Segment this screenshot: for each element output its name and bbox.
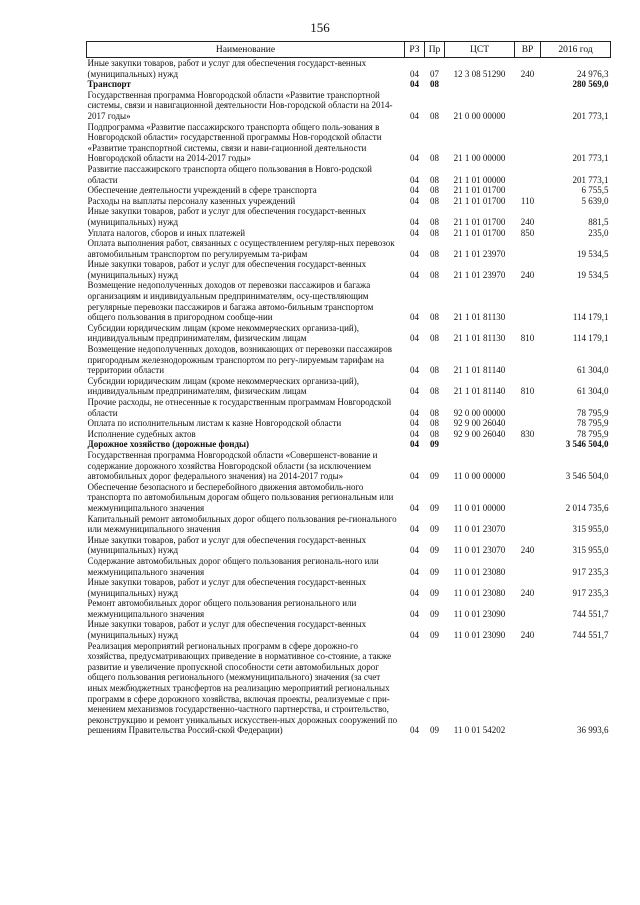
row-vr (515, 164, 541, 185)
row-rz: 04 (410, 216, 419, 227)
row-pr: 08 (430, 365, 439, 376)
row-name: Уплата налогов, сборов и иных платежей (87, 227, 246, 238)
row-rz: 04 (410, 566, 419, 577)
row-cst: 21 1 01 01700 (453, 195, 506, 206)
table-row (87, 482, 611, 514)
row-vr (515, 344, 541, 376)
row-name: Ремонт автомобильных дорог общего пользования регионального или межмуниципального значения (87, 598, 357, 619)
row-vr (515, 598, 541, 619)
row-pr: 09 (430, 471, 439, 482)
row-pr: 08 (430, 79, 439, 90)
budget-table (86, 41, 611, 736)
table-row (87, 641, 611, 736)
row-rz: 04 (410, 312, 419, 323)
row-vr (515, 90, 541, 122)
row-rz: 04 (410, 587, 419, 598)
table-row (87, 376, 611, 397)
row-vr (515, 556, 541, 577)
row-name: Расходы на выплаты персоналу казенных учреждений (87, 195, 296, 206)
row-cst: 21 1 01 81140 (453, 365, 506, 376)
row-vr: 830 (520, 428, 535, 439)
row-sum: 201 773,1 (572, 174, 609, 185)
row-sum: 917 235,3 (572, 566, 609, 577)
row-pr: 08 (430, 110, 439, 121)
row-pr: 09 (430, 587, 439, 598)
row-vr: 810 (520, 333, 535, 344)
row-pr: 09 (430, 502, 439, 513)
row-sum: 5 639,0 (581, 195, 609, 206)
row-name: Развитие пассажирского транспорта общего пользования в Новго-родской области (87, 163, 372, 185)
row-cst: 21 1 01 81130 (453, 333, 506, 344)
table-row (87, 259, 611, 280)
row-cst: 11 0 01 23090 (453, 608, 506, 619)
row-name: Прочие расходы, не отнесенные к государственным программам Новгородской области (87, 397, 392, 418)
row-rz: 04 (410, 79, 419, 90)
row-rz: 04 (410, 174, 419, 185)
row-cst: 11 0 01 00000 (453, 502, 506, 513)
row-name: Возмещение недополученных доходов, возникающих от перевозки пассажиров пригородным железнодорожным транспортом по регу-лируемым тарифам на территории области (87, 344, 392, 376)
row-rz: 04 (410, 68, 419, 79)
row-pr: 08 (430, 216, 439, 227)
table-row (87, 323, 611, 344)
row-name: Возмещение недополученных доходов от перевозки пассажиров и багажа организациям и индивидуальным предпринимателям, осу-ществляющим регулярные перевозки пассажиров и багажа автомо-бильным транспортом общего пользования в пригородном сообще-нии (87, 280, 374, 323)
table-row (87, 58, 611, 80)
row-pr: 09 (430, 439, 439, 450)
row-vr (515, 122, 541, 164)
row-name: Исполнение судебных актов (87, 428, 196, 439)
row-pr: 08 (430, 227, 439, 238)
row-name: Реализация мероприятий региональных программ в сфере дорожно-го хозяйства, предусматривающих приведение в нормативное со-стояние, а также развитие и увеличение пропускной способности сети автомобильных дорог общего пользования регионального (межмуниципального) значения (за счет иных межбюджетных трансфертов на реализацию мероприятий региональных программ в сфере дорожного хозяйства, включая проекты, реализуемые с при-менением механизмов государственно-частного партнерства, и строительство, реконструкцию и ремонт уникальных искусствен-ных дорожных сооружений по решениям Правительства Россий-ской Федерации) (87, 640, 398, 736)
row-pr: 08 (430, 428, 439, 439)
row-pr: 08 (430, 195, 439, 206)
row-sum: 315 955,0 (572, 524, 609, 535)
table-row (87, 196, 611, 207)
row-rz: 04 (410, 153, 419, 164)
table-row (87, 164, 611, 185)
row-pr: 08 (430, 174, 439, 185)
row-pr: 08 (430, 386, 439, 397)
header-name: Наименование (87, 42, 405, 58)
header-pr: Пр (425, 42, 445, 58)
table-row (87, 418, 611, 429)
row-rz: 04 (410, 407, 419, 418)
row-cst: 11 0 01 23070 (453, 545, 506, 556)
row-cst: 11 0 01 23090 (453, 630, 506, 641)
table-row (87, 397, 611, 418)
row-rz: 04 (410, 110, 419, 121)
row-sum: 2 014 735,6 (565, 502, 609, 513)
row-name: Иные закупки товаров, работ и услуг для обеспечения государст-венных (муниципальных) нужд (87, 619, 367, 641)
row-cst: 92 0 00 00000 (453, 407, 506, 418)
row-cst: 11 0 01 23070 (453, 524, 506, 535)
row-name: Иные закупки товаров, работ и услуг для обеспечения государст-венных (муниципальных) нужд (87, 206, 367, 227)
row-sum: 280 569,0 (572, 79, 609, 90)
row-cst (445, 439, 515, 450)
table-row (87, 514, 611, 535)
row-sum: 201 773,1 (572, 110, 609, 121)
row-name: Оплата выполнения работ, связанных с осуществлением регуляр-ных перевозок автомобильным транспортом по регулируемым та-рифам (87, 238, 395, 259)
table-row (87, 439, 611, 450)
row-pr: 09 (430, 566, 439, 577)
row-vr: 850 (520, 227, 535, 238)
row-sum: 315 955,0 (572, 545, 609, 556)
row-rz: 04 (410, 725, 419, 736)
row-vr: 240 (520, 587, 535, 598)
row-name: Иные закупки товаров, работ и услуг для обеспечения государст-венных (муниципальных) нужд (87, 58, 367, 79)
row-cst: 92 9 00 26040 (453, 418, 506, 429)
table-row (87, 429, 611, 440)
row-cst: 21 1 01 00000 (453, 174, 506, 185)
row-sum: 881,5 (588, 216, 609, 227)
row-sum: 114 179,1 (572, 312, 609, 323)
row-sum: 201 773,1 (572, 153, 609, 164)
row-rz: 04 (410, 269, 419, 280)
row-sum: 78 795,9 (577, 428, 609, 439)
row-sum: 744 551,7 (572, 630, 609, 641)
row-sum: 3 546 504,0 (565, 471, 609, 482)
row-pr: 08 (430, 418, 439, 429)
row-pr: 09 (430, 725, 439, 736)
row-sum: 36 993,6 (577, 725, 609, 736)
row-name: Иные закупки товаров, работ и услуг для обеспечения государст-венных (муниципальных) нужд (87, 534, 367, 556)
row-name: Транспорт (87, 79, 131, 90)
row-sum: 3 546 504,0 (565, 439, 609, 450)
table-row (87, 90, 611, 122)
row-sum: 19 534,5 (577, 248, 609, 259)
row-sum: 6 755,5 (581, 185, 609, 196)
row-pr: 08 (430, 312, 439, 323)
row-cst: 21 1 01 01700 (453, 216, 506, 227)
row-vr: 240 (520, 630, 535, 641)
row-rz: 04 (410, 428, 419, 439)
page-number: 156 (310, 20, 330, 35)
row-pr: 08 (430, 333, 439, 344)
row-vr: 240 (520, 545, 535, 556)
row-rz: 04 (410, 365, 419, 376)
row-vr (515, 418, 541, 429)
row-sum: 744 551,7 (572, 608, 609, 619)
row-rz: 04 (410, 524, 419, 535)
row-name: Субсидии юридическим лицам (кроме некоммерческих организа-ций), индивидуальным предпринимателям, физическим лицам (87, 375, 359, 397)
row-pr: 08 (430, 407, 439, 418)
row-name: Дорожное хозяйство (дорожные фонды) (87, 439, 250, 450)
row-sum: 61 304,0 (577, 365, 609, 376)
row-rz: 04 (410, 545, 419, 556)
row-name: Государственная программа Новгородской области «Развитие транспортной системы, связи и навигационной деятельности Нов-городской области на 2014-2017 годы» (87, 89, 393, 121)
row-rz: 04 (410, 608, 419, 619)
row-cst: 21 1 01 81130 (453, 312, 506, 323)
row-name: Иные закупки товаров, работ и услуг для обеспечения государст-венных (муниципальных) нужд (87, 259, 367, 280)
row-vr (515, 439, 541, 450)
table-row (87, 598, 611, 619)
row-cst: 92 9 00 26040 (453, 428, 506, 439)
row-cst: 21 1 01 01700 (453, 185, 506, 196)
row-cst: 21 0 00 00000 (453, 110, 506, 121)
row-vr (515, 482, 541, 514)
row-cst: 21 1 01 01700 (453, 227, 506, 238)
row-sum: 78 795,9 (577, 407, 609, 418)
row-pr: 08 (430, 248, 439, 259)
table-row (87, 535, 611, 556)
row-cst: 11 0 00 00000 (453, 471, 506, 482)
table-row (87, 619, 611, 640)
row-vr: 240 (520, 68, 535, 79)
row-cst: 21 1 01 81140 (453, 386, 506, 397)
row-vr (515, 450, 541, 482)
row-vr: 240 (520, 269, 535, 280)
row-vr (515, 514, 541, 535)
row-sum: 61 304,0 (577, 386, 609, 397)
row-rz: 04 (410, 439, 419, 450)
row-rz: 04 (410, 471, 419, 482)
row-rz: 04 (410, 333, 419, 344)
table-body (87, 58, 611, 737)
header-cst: ЦСТ (445, 42, 515, 58)
row-name: Капитальный ремонт автомобильных дорог общего пользования ре-гионального или межмуниципального значения (87, 513, 397, 535)
row-pr: 07 (430, 68, 439, 79)
table-row (87, 344, 611, 376)
row-vr: 110 (520, 195, 535, 206)
row-cst: 21 1 00 00000 (453, 153, 506, 164)
table-row (87, 450, 611, 482)
header-sum: 2016 год (541, 42, 611, 58)
row-vr: 810 (520, 386, 535, 397)
row-rz: 04 (410, 630, 419, 641)
row-vr (515, 185, 541, 196)
header-vr: ВР (515, 42, 541, 58)
row-name: Государственная программа Новгородской области «Совершенст-вование и содержание дорожного хозяйства Новгородской области (за исключением автомобильных дорог федерального значения) на 2014-2017 годы» (87, 449, 378, 482)
row-sum: 78 795,9 (577, 418, 609, 429)
row-sum: 24 976,3 (577, 68, 609, 79)
row-cst: 21 1 01 23970 (453, 269, 506, 280)
row-cst: 21 1 01 23970 (453, 248, 506, 259)
row-vr (515, 397, 541, 418)
row-name: Подпрограмма «Развитие пассажирского транспорта общего поль-зования в Новгородской области» государственной программы Нов-городской области «Развитие транспортной системы, связи и нави-гационной деятельности Новгородской области на 2014-2017 годы» (87, 121, 382, 164)
row-pr: 08 (430, 269, 439, 280)
row-rz: 04 (410, 502, 419, 513)
row-pr: 09 (430, 545, 439, 556)
row-sum: 235,0 (588, 227, 609, 238)
table-row (87, 228, 611, 239)
table-row (87, 185, 611, 196)
row-rz: 04 (410, 248, 419, 259)
table-row (87, 556, 611, 577)
row-name: Содержание автомобильных дорог общего пользования региональ-ного или межмуниципального значения (87, 555, 379, 577)
row-sum: 917 235,3 (572, 587, 609, 598)
row-pr: 09 (430, 608, 439, 619)
row-sum: 19 534,5 (577, 269, 609, 280)
row-pr: 08 (430, 153, 439, 164)
row-cst (445, 79, 515, 90)
row-vr: 240 (520, 216, 535, 227)
row-cst: 11 0 01 23080 (453, 587, 506, 598)
row-rz: 04 (410, 418, 419, 429)
table-row (87, 79, 611, 90)
header-rz: РЗ (405, 42, 425, 58)
table-header (87, 42, 611, 58)
table-row (87, 238, 611, 259)
row-pr: 09 (430, 524, 439, 535)
row-cst: 12 3 08 51290 (453, 68, 506, 79)
row-sum: 114 179,1 (572, 333, 609, 344)
row-name: Оплата по исполнительным листам к казне Новгородской области (87, 418, 342, 429)
row-pr: 08 (430, 185, 439, 196)
table-row (87, 122, 611, 164)
table-row (87, 577, 611, 598)
row-vr (515, 641, 541, 736)
row-pr: 09 (430, 630, 439, 641)
row-cst: 11 0 01 54202 (453, 725, 506, 736)
row-name: Иные закупки товаров, работ и услуг для обеспечения государст-венных (муниципальных) нужд (87, 577, 367, 598)
row-rz: 04 (410, 386, 419, 397)
row-name: Обеспечение безопасного и бесперебойного движения автомобиль-ного транспорта по автомобильным дорогам общего пользования региональным или межмуниципального значения (87, 481, 394, 513)
row-name: Обеспечение деятельности учреждений в сфере транспорта (87, 185, 317, 196)
row-name: Субсидии юридическим лицам (кроме некоммерческих организа-ций), индивидуальным предпринимателям, физическим лицам (87, 322, 359, 344)
table-row (87, 280, 611, 322)
row-vr (515, 238, 541, 259)
row-rz: 04 (410, 195, 419, 206)
row-rz: 04 (410, 185, 419, 196)
row-cst: 11 0 01 23080 (453, 566, 506, 577)
table-row (87, 206, 611, 227)
row-rz: 04 (410, 227, 419, 238)
row-vr (515, 280, 541, 322)
row-vr (515, 79, 541, 90)
